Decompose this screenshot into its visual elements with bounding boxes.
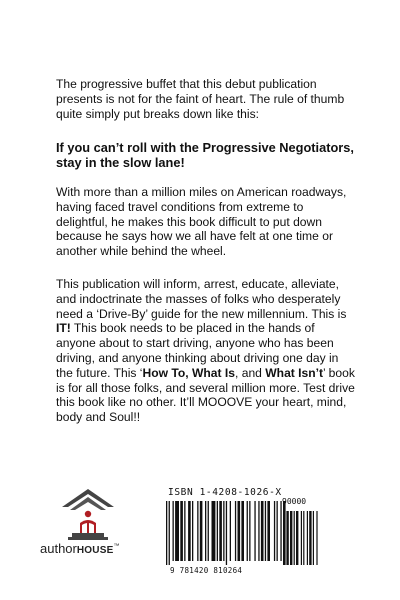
- barcode-bar: [267, 501, 270, 561]
- paragraph-rule: If you can’t roll with the Progressive Negotiators, stay in the slow lane!: [56, 140, 354, 170]
- desc-bold-whatisnt: What Isn’t: [265, 365, 324, 380]
- barcode-bar: [200, 501, 203, 561]
- barcode-supplement-bar: [290, 511, 292, 565]
- logo-trademark: ™: [113, 543, 120, 550]
- barcode-bar: [212, 501, 216, 561]
- barcode-bar: [261, 501, 264, 561]
- barcode-bar: [249, 501, 250, 561]
- desc-part-g: ’ book is for all those folks, and several million more. Test drive this book like no other. It’ll MOOOVE your heart, mind, body and Soul!!: [56, 365, 355, 425]
- paragraph-description: [56, 277, 356, 425]
- barcode-bar: [277, 501, 278, 561]
- logo-author-word: author: [40, 541, 77, 556]
- barcode-supplement-bar: [294, 511, 295, 565]
- barcode-supplement-bar: [301, 511, 302, 565]
- publisher-logo: [38, 487, 148, 567]
- desc-bold-it: IT!: [56, 321, 71, 336]
- barcode-supplement-bar: [296, 511, 298, 565]
- barcode-bar: [197, 501, 198, 561]
- barcode-bar: [247, 501, 248, 561]
- barcode-bar: [223, 501, 224, 561]
- barcode-bar: [184, 501, 185, 561]
- desc-part-e: , and: [235, 365, 266, 380]
- barcode-bar: [265, 501, 266, 561]
- barcode-bar: [280, 501, 281, 561]
- barcode-bar: [219, 501, 222, 561]
- barcode-bar: [254, 501, 255, 561]
- barcode-supplement-bar: [284, 511, 285, 565]
- barcode-bar: [274, 501, 275, 561]
- barcode-bar: [188, 501, 191, 561]
- barcode-bar: [226, 501, 227, 565]
- isbn-label: ISBN 1-4208-1026-X: [168, 487, 282, 498]
- barcode-bar: [230, 501, 231, 561]
- paragraph-intro: The progressive buffet that this debut publication presents is not for the faint of heart. The rule of thumb quite simply put breaks down like this:: [56, 77, 345, 121]
- logo-house-word: HOUSE: [76, 545, 114, 556]
- desc-bold-howto: How To, What Is: [142, 365, 235, 380]
- barcode-bar: [166, 501, 167, 565]
- barcode-bar: [208, 501, 209, 561]
- barcode-supplement-bar: [307, 511, 308, 565]
- house-book-icon: [60, 487, 116, 541]
- barcode-supplement-number: 90000: [282, 497, 307, 506]
- barcode-supplement-bar: [286, 511, 288, 565]
- barcode-bar: [217, 501, 218, 561]
- barcode-bar: [192, 501, 193, 561]
- desc-part-c: This book needs to be placed in the hands of anyone about to start driving, anyone who has been driving, and anyone thinking about driving one day in the future. This ‘: [56, 321, 339, 380]
- barcode: [160, 497, 320, 567]
- desc-part-a: This publication will inform, arrest, educate, alleviate, and indoctrinate the masses of folks who desperately need a ‘Drive-By’ guide for the new millennium. This is: [56, 277, 347, 321]
- barcode-bar: [235, 501, 236, 561]
- barcode-number: 9 781420 810264: [170, 566, 243, 575]
- barcode-bar: [205, 501, 206, 561]
- barcode-bar: [175, 501, 179, 561]
- barcode-bar: [238, 501, 241, 561]
- barcode-supplement-bar: [316, 511, 317, 565]
- paragraph-author-experience: With more than a million miles on American roadways, having faced travel conditions from extreme to delightful, he makes this book difficult to put down because he says how we all have felt at one time or another while behind the wheel.: [56, 185, 347, 259]
- barcode-bar: [258, 501, 259, 561]
- barcode-bar: [169, 501, 170, 565]
- barcode-bar: [180, 501, 183, 561]
- barcode-bar: [173, 501, 174, 561]
- barcode-bar: [241, 501, 244, 561]
- barcode-supplement-bar: [303, 511, 304, 565]
- barcode-supplement-bar: [309, 511, 311, 565]
- publisher-logo-text: [40, 541, 119, 556]
- barcode-supplement-bar: [313, 511, 314, 565]
